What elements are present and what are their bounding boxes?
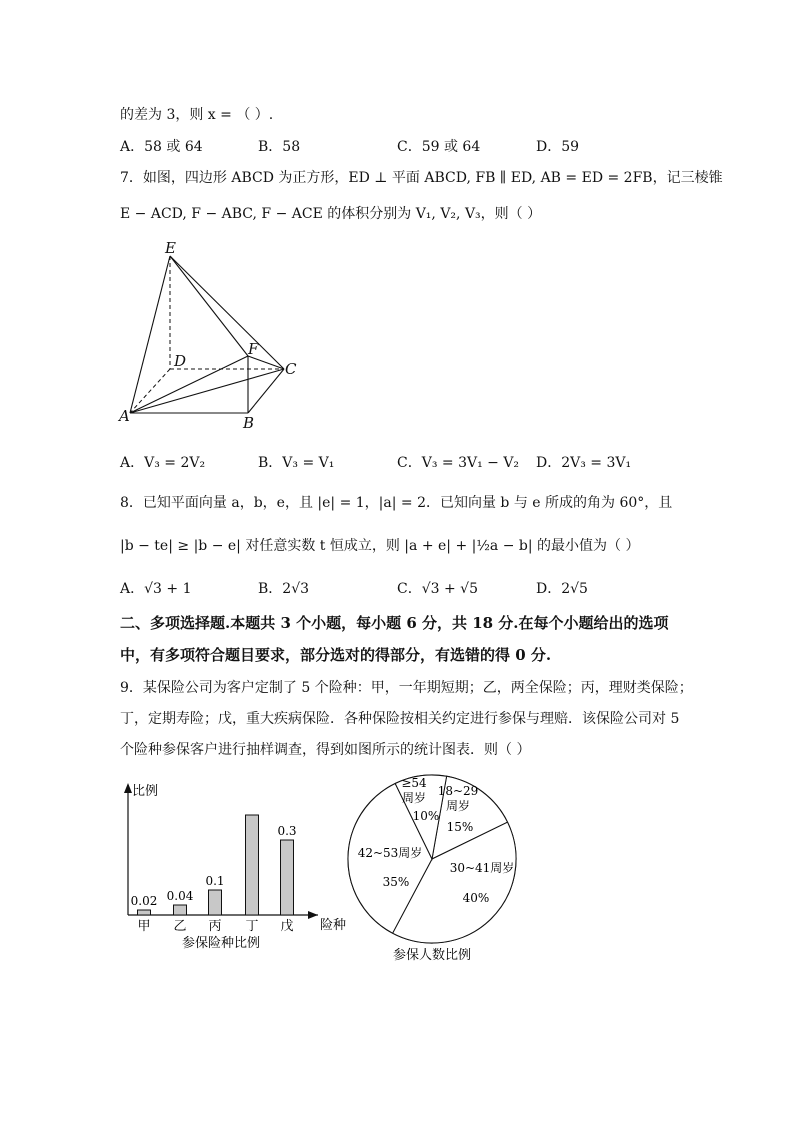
pie-title: 参保人数比例 <box>392 948 472 963</box>
q7-option-d: D．2V₃ = 3V₁ <box>536 455 632 471</box>
fig-label-e: E <box>165 239 176 257</box>
q9-line1: 9．某保险公司为客户定制了 5 个险种：甲，一年期短期；乙，两全保险；丙，理财类保险； <box>120 680 693 696</box>
bar-category-2: 丙 <box>208 919 222 934</box>
q8-option-c: C．√3 + √5 <box>397 581 478 597</box>
section2-line2: 中，有多项符合题目要求，部分选对的得部分，有选错的得 0 分. <box>120 646 552 664</box>
pie-percent-2: 35% <box>382 875 410 889</box>
q7-option-b: B．V₃ = V₁ <box>258 455 335 471</box>
pie-label-0-0: 18~29 <box>437 784 479 798</box>
bar-2 <box>209 890 222 915</box>
pie-chart <box>344 765 529 975</box>
section2-line1: 二、多项选择题.本题共 3 个小题，每小题 6 分，共 18 分.在每个小题给出的选项 <box>120 614 669 632</box>
q8-option-a: A．√3 + 1 <box>120 581 192 597</box>
fig-label-a: A <box>119 407 130 425</box>
bar-value-label-1: 0.04 <box>166 889 194 903</box>
bar-xlabel: 险种 <box>320 918 347 933</box>
bar-value-label-2: 0.1 <box>205 874 225 888</box>
q7-option-c: C．V₃ = 3V₁ − V₂ <box>397 455 520 471</box>
q6-option-a: A．58 或 64 <box>120 139 203 155</box>
bar-4 <box>281 840 294 915</box>
q7-figure <box>110 236 310 432</box>
fig-label-f: F <box>248 340 259 358</box>
bar-3 <box>246 815 259 915</box>
bar-title: 参保险种比例 <box>181 936 261 951</box>
bar-x-arrow <box>308 911 318 919</box>
q8-option-d: D．2√5 <box>536 581 588 597</box>
q8-line2: |b − te| ≥ |b − e| 对任意实数 t 恒成立，则 |a + e| + |½a − b| 的最小值为（ ） <box>120 538 640 554</box>
bar-value-label-4: 0.3 <box>277 824 297 838</box>
bar-y-arrow <box>124 783 132 793</box>
bar-1 <box>174 905 187 915</box>
pie-label-0-1: 周岁 <box>445 799 471 813</box>
fig-label-d: D <box>174 352 187 370</box>
fig-label-c: C <box>285 360 297 378</box>
bar-ylabel: 比例 <box>132 784 159 799</box>
bar-chart <box>118 775 347 955</box>
q8-line1: 8．已知平面向量 a，b，e，且 |e| = 1，|a| = 2．已知向量 b 与 e 所成的角为 60°，且 <box>120 495 673 511</box>
pie-percent-1: 40% <box>462 891 490 905</box>
q9-line2: 丁，定期寿险；戊，重大疾病保险．各种保险按相关约定进行参保与理赔．该保险公司对 5 <box>120 711 680 727</box>
q8-option-b: B．2√3 <box>258 581 310 597</box>
q9-line3: 个险种参保客户进行抽样调查，得到如图所示的统计图表．则（ ） <box>120 742 531 758</box>
pie-label-3-1: 周岁 <box>401 791 427 805</box>
pie-label-1: 30~41周岁 <box>449 861 515 875</box>
fig-label-b: B <box>243 414 255 432</box>
q7-option-a: A．V₃ = 2V₂ <box>120 455 206 471</box>
q6-option-c: C．59 或 64 <box>397 139 481 155</box>
pie-label-3-0: ≥54 <box>401 776 427 790</box>
q6-option-d: D．59 <box>536 139 580 155</box>
pie-label-2: 42~53周岁 <box>357 846 423 860</box>
bar-0 <box>138 910 151 915</box>
bar-category-0: 甲 <box>137 919 151 934</box>
bar-value-label-0: 0.02 <box>130 894 158 908</box>
pie-percent-3: 10% <box>412 809 440 823</box>
bar-category-1: 乙 <box>173 919 187 934</box>
bar-category-3: 丁 <box>245 919 259 934</box>
pie-percent-0: 15% <box>446 820 474 834</box>
q7-line1: 7．如图，四边形 ABCD 为正方形，ED ⊥ 平面 ABCD, FB ∥ ED, AB = ED = 2FB，记三棱锥 <box>120 170 723 186</box>
q6-option-b: B．58 <box>258 139 301 155</box>
bar-category-4: 戊 <box>280 919 294 934</box>
q7-line2: E − ACD, F − ABC, F − ACE 的体积分别为 V₁, V₂, V₃，则（ ） <box>120 206 542 222</box>
q6-line: 的差为 3，则 x = （ ）. <box>120 107 274 123</box>
